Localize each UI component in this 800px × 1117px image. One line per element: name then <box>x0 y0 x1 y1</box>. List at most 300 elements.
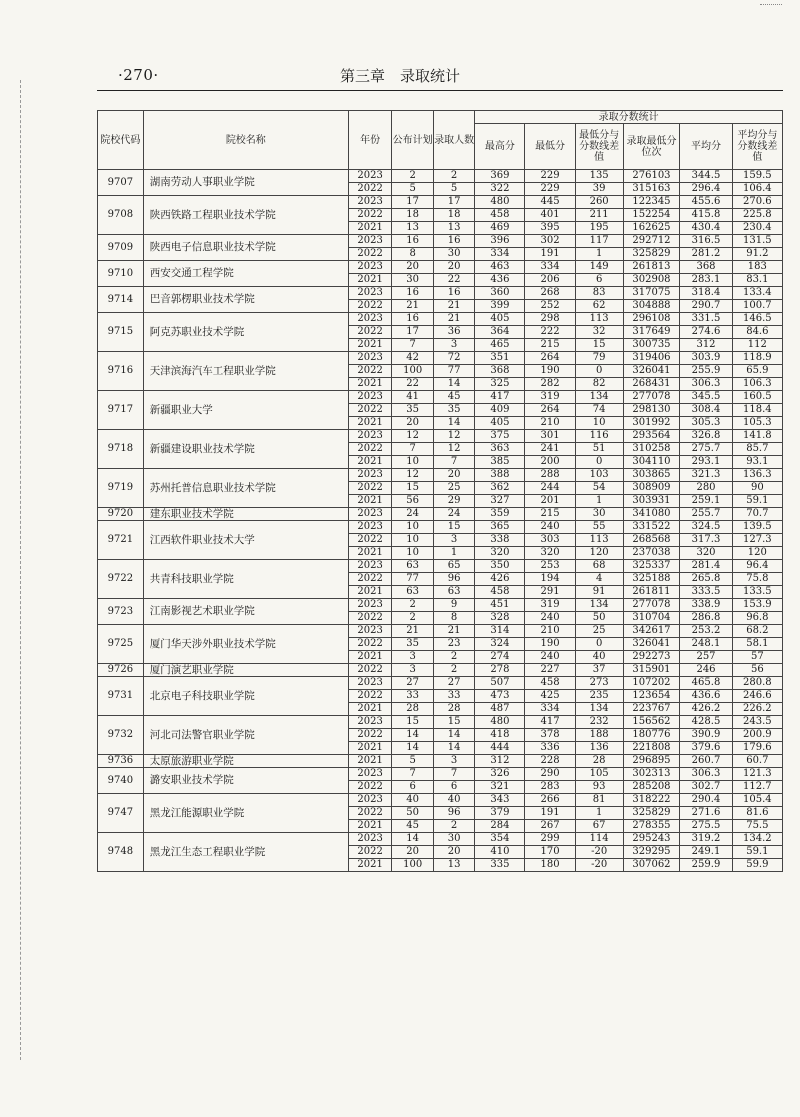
school-name: 天津滨海汽车工程职业学院 <box>143 352 348 391</box>
cell-max: 364 <box>475 326 525 339</box>
cell-avg: 274.6 <box>680 326 732 339</box>
cell-min-rank: 123654 <box>623 690 680 703</box>
cell-admitted: 7 <box>433 456 474 469</box>
cell-min-rank: 237038 <box>623 547 680 560</box>
cell-max: 436 <box>475 274 525 287</box>
cell-min: 180 <box>525 859 575 872</box>
cell-max: 444 <box>475 742 525 755</box>
cell-min-diff: 67 <box>575 820 623 833</box>
cell-year: 2023 <box>348 469 392 482</box>
table-row <box>98 677 783 690</box>
cell-plan: 35 <box>392 404 433 417</box>
school-name: 北京电子科技职业学院 <box>143 677 348 716</box>
cell-min-rank: 162625 <box>623 222 680 235</box>
cell-admitted: 20 <box>433 469 474 482</box>
cell-admitted: 72 <box>433 352 474 365</box>
cell-min: 210 <box>525 625 575 638</box>
cell-avg: 293.1 <box>680 456 732 469</box>
cell-avg: 465.8 <box>680 677 732 690</box>
cell-admitted: 6 <box>433 781 474 794</box>
cell-avg: 430.4 <box>680 222 732 235</box>
cell-admitted: 65 <box>433 560 474 573</box>
cell-min: 458 <box>525 677 575 690</box>
table-row <box>98 599 783 612</box>
cell-avg: 333.5 <box>680 586 732 599</box>
cell-min-rank: 261811 <box>623 586 680 599</box>
cell-plan: 2 <box>392 170 433 183</box>
cell-min-diff: 74 <box>575 404 623 417</box>
table-row <box>98 352 783 365</box>
cell-min-diff: 134 <box>575 703 623 716</box>
cell-avg-diff: 70.7 <box>732 508 782 521</box>
cell-year: 2023 <box>348 287 392 300</box>
cell-min-diff: 134 <box>575 599 623 612</box>
cell-year: 2022 <box>348 664 392 677</box>
cell-max: 405 <box>475 417 525 430</box>
cell-avg: 303.9 <box>680 352 732 365</box>
cell-min-diff: 32 <box>575 326 623 339</box>
cell-min-diff: 82 <box>575 378 623 391</box>
school-code: 9710 <box>98 261 144 287</box>
cell-admitted: 12 <box>433 430 474 443</box>
header-max: 最高分 <box>475 124 525 170</box>
cell-min: 445 <box>525 196 575 209</box>
cell-year: 2022 <box>348 248 392 261</box>
cell-min: 267 <box>525 820 575 833</box>
cell-avg: 319.2 <box>680 833 732 846</box>
cell-min-diff: 235 <box>575 690 623 703</box>
school-name: 潞安职业技术学院 <box>143 768 348 794</box>
cell-admitted: 21 <box>433 625 474 638</box>
cell-max: 379 <box>475 807 525 820</box>
cell-min-diff: -20 <box>575 846 623 859</box>
cell-avg-diff: 81.6 <box>732 807 782 820</box>
cell-min: 336 <box>525 742 575 755</box>
cell-min-diff: 136 <box>575 742 623 755</box>
cell-min-diff: 68 <box>575 560 623 573</box>
cell-max: 458 <box>475 586 525 599</box>
cell-min-rank: 107202 <box>623 677 680 690</box>
table-row <box>98 469 783 482</box>
cell-max: 363 <box>475 443 525 456</box>
cell-admitted: 77 <box>433 365 474 378</box>
cell-min-diff: 51 <box>575 443 623 456</box>
cell-admitted: 22 <box>433 274 474 287</box>
cell-min: 190 <box>525 365 575 378</box>
table-row <box>98 794 783 807</box>
cell-min-rank: 298130 <box>623 404 680 417</box>
cell-admitted: 2 <box>433 820 474 833</box>
cell-year: 2021 <box>348 417 392 430</box>
cell-min-rank: 325337 <box>623 560 680 573</box>
cell-min-rank: 285208 <box>623 781 680 794</box>
cell-min-rank: 342617 <box>623 625 680 638</box>
table-row <box>98 261 783 274</box>
cell-min: 395 <box>525 222 575 235</box>
cell-min: 229 <box>525 183 575 196</box>
cell-avg-diff: 121.3 <box>732 768 782 781</box>
table-row <box>98 664 783 677</box>
cell-avg-diff: 120 <box>732 547 782 560</box>
cell-min: 264 <box>525 404 575 417</box>
cell-max: 480 <box>475 196 525 209</box>
cell-avg-diff: 65.9 <box>732 365 782 378</box>
cell-plan: 45 <box>392 820 433 833</box>
cell-min: 229 <box>525 170 575 183</box>
cell-avg-diff: 134.2 <box>732 833 782 846</box>
cell-avg: 321.3 <box>680 469 732 482</box>
school-code: 9721 <box>98 521 144 560</box>
cell-avg: 290.4 <box>680 794 732 807</box>
cell-max: 322 <box>475 183 525 196</box>
cell-plan: 14 <box>392 742 433 755</box>
cell-avg-diff: 60.7 <box>732 755 782 768</box>
cell-plan: 3 <box>392 664 433 677</box>
cell-avg: 249.1 <box>680 846 732 859</box>
school-code: 9723 <box>98 599 144 625</box>
cell-admitted: 23 <box>433 638 474 651</box>
school-code: 9716 <box>98 352 144 391</box>
cell-min-diff: 134 <box>575 391 623 404</box>
cell-avg-diff: 91.2 <box>732 248 782 261</box>
cell-max: 327 <box>475 495 525 508</box>
cell-min-diff: 195 <box>575 222 623 235</box>
cell-min: 264 <box>525 352 575 365</box>
cell-plan: 20 <box>392 261 433 274</box>
cell-max: 451 <box>475 599 525 612</box>
cell-avg-diff: 179.6 <box>732 742 782 755</box>
cell-avg: 308.4 <box>680 404 732 417</box>
cell-year: 2023 <box>348 599 392 612</box>
cell-plan: 16 <box>392 235 433 248</box>
school-code: 9717 <box>98 391 144 430</box>
cell-admitted: 27 <box>433 677 474 690</box>
cell-avg: 426.2 <box>680 703 732 716</box>
header-code: 院校代码 <box>98 111 144 170</box>
cell-max: 388 <box>475 469 525 482</box>
cell-plan: 17 <box>392 326 433 339</box>
cell-min-diff: 39 <box>575 183 623 196</box>
cell-plan: 77 <box>392 573 433 586</box>
cell-plan: 42 <box>392 352 433 365</box>
cell-min: 206 <box>525 274 575 287</box>
cell-year: 2021 <box>348 456 392 469</box>
cell-plan: 24 <box>392 508 433 521</box>
cell-year: 2021 <box>348 755 392 768</box>
cell-avg: 275.7 <box>680 443 732 456</box>
cell-avg-diff: 96.4 <box>732 560 782 573</box>
cell-min-rank: 302313 <box>623 768 680 781</box>
cell-max: 354 <box>475 833 525 846</box>
cell-admitted: 33 <box>433 690 474 703</box>
cell-plan: 21 <box>392 300 433 313</box>
cell-min: 268 <box>525 287 575 300</box>
cell-min-rank: 325829 <box>623 248 680 261</box>
header-avg: 平均分 <box>680 124 732 170</box>
cell-min: 200 <box>525 456 575 469</box>
cell-min-rank: 307062 <box>623 859 680 872</box>
cell-min: 288 <box>525 469 575 482</box>
cell-min: 378 <box>525 729 575 742</box>
header-year: 年份 <box>348 111 392 170</box>
cell-min-diff: 37 <box>575 664 623 677</box>
cell-year: 2022 <box>348 534 392 547</box>
cell-admitted: 20 <box>433 261 474 274</box>
cell-admitted: 16 <box>433 235 474 248</box>
cell-min-rank: 292712 <box>623 235 680 248</box>
cell-avg-diff: 59.9 <box>732 859 782 872</box>
cell-avg-diff: 57 <box>732 651 782 664</box>
cell-admitted: 9 <box>433 599 474 612</box>
cell-avg-diff: 141.8 <box>732 430 782 443</box>
cell-max: 314 <box>475 625 525 638</box>
cell-avg: 305.3 <box>680 417 732 430</box>
cell-year: 2023 <box>348 313 392 326</box>
school-code: 9709 <box>98 235 144 261</box>
cell-year: 2023 <box>348 261 392 274</box>
cell-max: 334 <box>475 248 525 261</box>
cell-avg: 306.3 <box>680 768 732 781</box>
school-code: 9732 <box>98 716 144 755</box>
cell-year: 2023 <box>348 625 392 638</box>
cell-plan: 12 <box>392 430 433 443</box>
cell-min: 210 <box>525 417 575 430</box>
cell-min-rank: 302908 <box>623 274 680 287</box>
cell-max: 417 <box>475 391 525 404</box>
cell-plan: 22 <box>392 378 433 391</box>
cell-avg-diff: 59.1 <box>732 495 782 508</box>
cell-min: 417 <box>525 716 575 729</box>
cell-avg-diff: 59.1 <box>732 846 782 859</box>
cell-min-diff: 6 <box>575 274 623 287</box>
cell-max: 418 <box>475 729 525 742</box>
table-row <box>98 430 783 443</box>
cell-admitted: 96 <box>433 573 474 586</box>
school-name: 太原旅游职业学院 <box>143 755 348 768</box>
cell-year: 2023 <box>348 560 392 573</box>
cell-min-diff: 93 <box>575 781 623 794</box>
cell-min: 240 <box>525 612 575 625</box>
cell-min: 240 <box>525 651 575 664</box>
cell-admitted: 25 <box>433 482 474 495</box>
cell-avg-diff: 58.1 <box>732 638 782 651</box>
cell-plan: 6 <box>392 781 433 794</box>
cell-min-diff: 28 <box>575 755 623 768</box>
cell-max: 326 <box>475 768 525 781</box>
cell-min-diff: 260 <box>575 196 623 209</box>
cell-avg: 390.9 <box>680 729 732 742</box>
cell-min-diff: 40 <box>575 651 623 664</box>
cell-avg: 316.5 <box>680 235 732 248</box>
cell-min-rank: 152254 <box>623 209 680 222</box>
school-name: 湖南劳动人事职业学院 <box>143 170 348 196</box>
school-code: 9736 <box>98 755 144 768</box>
cell-min: 253 <box>525 560 575 573</box>
cell-min-diff: 103 <box>575 469 623 482</box>
cell-avg: 312 <box>680 339 732 352</box>
margin-scan-mark <box>20 80 21 1060</box>
cell-min: 215 <box>525 339 575 352</box>
school-code: 9720 <box>98 508 144 521</box>
cell-plan: 20 <box>392 417 433 430</box>
cell-year: 2022 <box>348 638 392 651</box>
school-name: 建东职业技术学院 <box>143 508 348 521</box>
cell-min-diff: 25 <box>575 625 623 638</box>
table-row <box>98 508 783 521</box>
table-row <box>98 560 783 573</box>
cell-plan: 13 <box>392 222 433 235</box>
school-code: 9707 <box>98 170 144 196</box>
cell-min: 298 <box>525 313 575 326</box>
cell-year: 2022 <box>348 846 392 859</box>
cell-year: 2023 <box>348 352 392 365</box>
school-code: 9719 <box>98 469 144 508</box>
school-name: 阿克苏职业技术学院 <box>143 313 348 352</box>
cell-min-rank: 325188 <box>623 573 680 586</box>
cell-admitted: 17 <box>433 196 474 209</box>
cell-min-diff: 120 <box>575 547 623 560</box>
cell-admitted: 15 <box>433 716 474 729</box>
table-row <box>98 521 783 534</box>
cell-year: 2022 <box>348 573 392 586</box>
cell-admitted: 2 <box>433 664 474 677</box>
cell-avg-diff: 160.5 <box>732 391 782 404</box>
school-code: 9714 <box>98 287 144 313</box>
cell-plan: 3 <box>392 651 433 664</box>
school-code: 9731 <box>98 677 144 716</box>
cell-min-rank: 278355 <box>623 820 680 833</box>
cell-avg: 320 <box>680 547 732 560</box>
school-name: 江南影视艺术职业学院 <box>143 599 348 625</box>
header-score-group: 录取分数统计 <box>475 111 783 124</box>
cell-admitted: 2 <box>433 170 474 183</box>
cell-year: 2021 <box>348 742 392 755</box>
cell-max: 465 <box>475 339 525 352</box>
cell-plan: 16 <box>392 287 433 300</box>
table-row <box>98 755 783 768</box>
table-row <box>98 196 783 209</box>
cell-max: 321 <box>475 781 525 794</box>
cell-year: 2021 <box>348 378 392 391</box>
cell-min-rank: 326041 <box>623 638 680 651</box>
cell-avg-diff: 133.4 <box>732 287 782 300</box>
cell-max: 507 <box>475 677 525 690</box>
cell-min-diff: 15 <box>575 339 623 352</box>
cell-plan: 100 <box>392 365 433 378</box>
cell-year: 2023 <box>348 521 392 534</box>
cell-avg-diff: 112 <box>732 339 782 352</box>
header-avg-diff: 平均分与分数线差值 <box>732 124 782 170</box>
cell-year: 2021 <box>348 339 392 352</box>
cell-min: 241 <box>525 443 575 456</box>
cell-min-diff: 55 <box>575 521 623 534</box>
cell-avg: 415.8 <box>680 209 732 222</box>
cell-min-rank: 293564 <box>623 430 680 443</box>
school-code: 9715 <box>98 313 144 352</box>
cell-avg-diff: 75.8 <box>732 573 782 586</box>
cell-min-diff: 135 <box>575 170 623 183</box>
cell-plan: 7 <box>392 443 433 456</box>
cell-max: 375 <box>475 430 525 443</box>
school-name: 黑龙江能源职业学院 <box>143 794 348 833</box>
header-rule <box>97 90 783 91</box>
cell-avg: 345.5 <box>680 391 732 404</box>
cell-plan: 27 <box>392 677 433 690</box>
cell-min-diff: 83 <box>575 287 623 300</box>
cell-min-diff: 0 <box>575 456 623 469</box>
cell-admitted: 3 <box>433 755 474 768</box>
cell-year: 2021 <box>348 274 392 287</box>
cell-avg: 338.9 <box>680 599 732 612</box>
cell-max: 385 <box>475 456 525 469</box>
cell-year: 2021 <box>348 820 392 833</box>
cell-admitted: 21 <box>433 313 474 326</box>
cell-year: 2022 <box>348 807 392 820</box>
cell-plan: 10 <box>392 547 433 560</box>
cell-plan: 14 <box>392 729 433 742</box>
cell-max: 365 <box>475 521 525 534</box>
cell-max: 399 <box>475 300 525 313</box>
header-min: 最低分 <box>525 124 575 170</box>
cell-min-diff: 50 <box>575 612 623 625</box>
cell-avg: 259.9 <box>680 859 732 872</box>
cell-year: 2023 <box>348 716 392 729</box>
school-code: 9722 <box>98 560 144 599</box>
cell-avg-diff: 225.8 <box>732 209 782 222</box>
cell-min: 319 <box>525 599 575 612</box>
cell-min-rank: 300735 <box>623 339 680 352</box>
cell-avg-diff: 246.6 <box>732 690 782 703</box>
cell-avg: 271.6 <box>680 807 732 820</box>
cell-min: 227 <box>525 664 575 677</box>
cell-min: 334 <box>525 703 575 716</box>
cell-avg-diff: 131.5 <box>732 235 782 248</box>
cell-avg: 248.1 <box>680 638 732 651</box>
table-row <box>98 391 783 404</box>
cell-admitted: 12 <box>433 443 474 456</box>
school-code: 9718 <box>98 430 144 469</box>
cell-admitted: 14 <box>433 417 474 430</box>
cell-avg-diff: 183 <box>732 261 782 274</box>
cell-min-rank: 315163 <box>623 183 680 196</box>
cell-plan: 12 <box>392 469 433 482</box>
cell-max: 426 <box>475 573 525 586</box>
cell-min-diff: 0 <box>575 365 623 378</box>
cell-avg: 255.9 <box>680 365 732 378</box>
cell-avg: 428.5 <box>680 716 732 729</box>
cell-max: 338 <box>475 534 525 547</box>
cell-avg-diff: 226.2 <box>732 703 782 716</box>
cell-plan: 2 <box>392 599 433 612</box>
cell-min-diff: 1 <box>575 495 623 508</box>
cell-admitted: 13 <box>433 222 474 235</box>
cell-min-rank: 301992 <box>623 417 680 430</box>
school-code: 9708 <box>98 196 144 235</box>
cell-min-rank: 319406 <box>623 352 680 365</box>
header-plan: 公布计划 <box>392 111 433 170</box>
cell-min-diff: 4 <box>575 573 623 586</box>
cell-min-rank: 304110 <box>623 456 680 469</box>
corner-scan-mark <box>760 4 782 5</box>
cell-avg-diff: 96.8 <box>732 612 782 625</box>
cell-year: 2022 <box>348 612 392 625</box>
cell-plan: 7 <box>392 339 433 352</box>
cell-avg-diff: 159.5 <box>732 170 782 183</box>
cell-year: 2022 <box>348 781 392 794</box>
cell-avg: 275.5 <box>680 820 732 833</box>
cell-plan: 5 <box>392 183 433 196</box>
cell-avg-diff: 230.4 <box>732 222 782 235</box>
